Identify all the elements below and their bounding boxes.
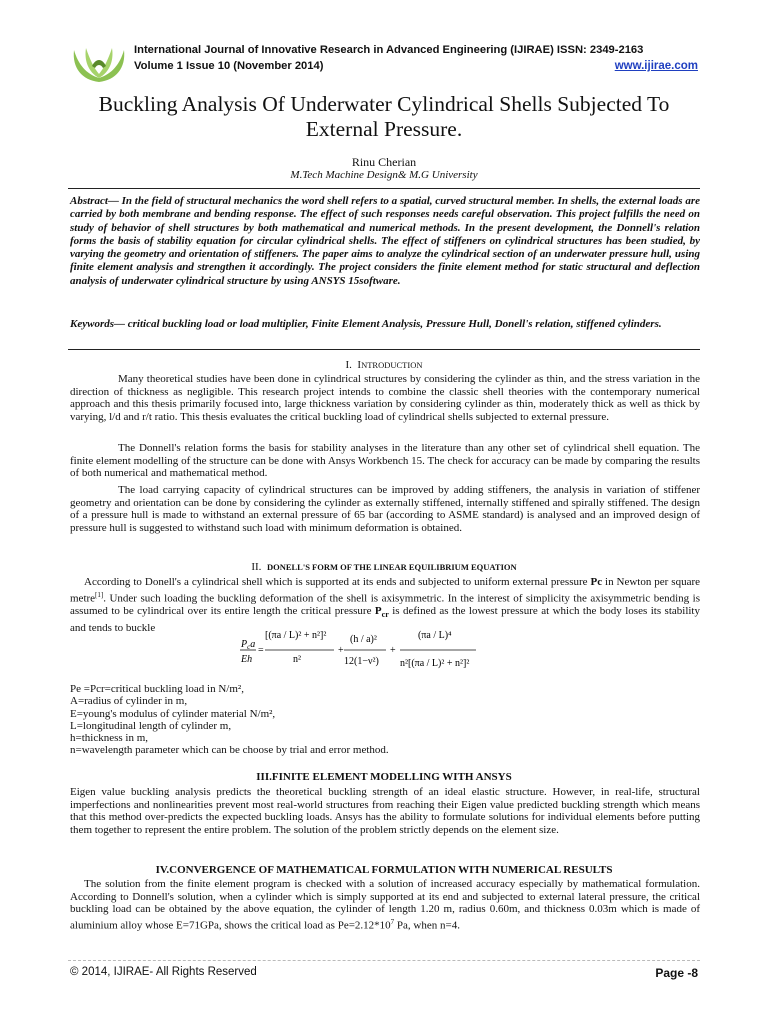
svg-text:n²: n² bbox=[293, 654, 301, 665]
svg-text:=: = bbox=[258, 645, 264, 656]
definition-item: E=young's modulus of cylinder material N/m², bbox=[70, 707, 276, 720]
section-heading-fem: III.FINITE ELEMENT MODELLING WITH ANSYS bbox=[256, 771, 512, 783]
copyright-notice: © 2014, IJIRAE- All Rights Reserved bbox=[70, 966, 257, 978]
author-affiliation: M.Tech Machine Design& M.G University bbox=[290, 169, 478, 181]
svg-text:[(πa / L)² + n²]²: [(πa / L)² + n²]² bbox=[265, 630, 327, 641]
section-heading-donell bbox=[0, 561, 768, 573]
section-heading-convergence: IV.CONVERGENCE OF MATHEMATICAL FORMULATION WITH NUMERICAL RESULTS bbox=[155, 864, 613, 876]
journal-logo bbox=[68, 38, 130, 88]
variable-definitions bbox=[70, 683, 389, 757]
intro-paragraph-2: The Donnell's relation forms the basis for stability analyses in the literature than any other set of cylindrical shell equation. The finite element modelling of the structure can be done with Ansys Workbench 15. The check for accuracy can be made by comparing the results of both numerical and mathematical method. bbox=[70, 442, 700, 480]
laurel-icon bbox=[74, 48, 125, 82]
abstract: Abstract— In the field of structural mechanics the word shell refers to a spatial, curved structural member. In shells, the external loads are carried by both membrane and bending response. The effect of such responses needs careful observation. This project fulfills the need on study of behavior of shell structures by both mathematical and numerical methods. In the present development, the Donnell's relation forms the basis of stability equation for circular cylindrical shells. The effect of stiffeners on cylindrical structures has been studied, by varying the geometry and orientation of stiffeners. The paper aims to analyze the cylindrical section of an underwater pressure hull, using finite element analysis and strengthen it accordingly. The project considers the finite element method for static structural and deflection analysis of underwater cylindrical structure by using ANSYS 15software. bbox=[70, 195, 700, 287]
intro-paragraph-1: Many theoretical studies have been done in cylindrical structures by considering the cylinder as thin, and the stress variation in the direction of thickness as negligible. This research project intends to combine the classic shell theories with the contemporary numerical approach and this thesis primarily focused into, large thickness variation by considering cylinder as thin, moderately thick as well as thick by varying, l/d and r/t ratio. This thesis evaluates the critical buckling load of cylindrical shells subjected to external pressure. bbox=[70, 373, 700, 423]
journal-issue: Volume 1 Issue 10 (November 2014) bbox=[134, 60, 324, 72]
keywords: Keywords— critical buckling load or load multiplier, Finite Element Analysis, Pressure Hull, Donell's relation, stiffened cylinders. bbox=[70, 318, 662, 330]
journal-url-link[interactable]: www.ijirae.com bbox=[614, 60, 698, 72]
donell-paragraph: According to Donell's a cylindrical shell which is supported at its ends and subjected to uniform external pressure Pc in Newton per square metre[1]. Under such loading the buckling deformation of the shell is axisymmetric. In the interest of simplicity the axisymmetric bending is assumed to be cylindrical over its entire length the critical pressure $P_{cr}$ is defined as the lowest pressure at which the body loses its stability and tends to buckle bbox=[70, 576, 700, 634]
section-title-initial: I bbox=[357, 359, 362, 371]
footer-divider bbox=[68, 960, 700, 961]
definition-item: n=wavelength parameter which can be choose by trial and error method. bbox=[70, 744, 389, 757]
paper-title: Buckling Analysis Of Underwater Cylindrical Shells Subjected To External Pressure. bbox=[98, 92, 670, 141]
convergence-paragraph: The solution from the finite element program is checked with a solution of increased accuracy especially by mathematical formulation. According to Donnell's solution, when a cylinder which is simply supported at its end and subjected to external lateral pressure, the critical buckling load can be obtained by the above equation, the cylinder of length 1.20 m, radius 0.60m, and thickness 0.03m which is made of aluminium alloy whose E=71GPa, shows the critical load as $Pe=2.12*10^7$ Pa, when n=4. bbox=[70, 878, 700, 932]
svg-text:Pca: $P_ca$ bbox=[241, 639, 256, 651]
svg-text:Eh: Eh bbox=[241, 654, 253, 665]
definition-item: h=thickness in m, bbox=[70, 732, 149, 745]
definition-item: L=longitudinal length of cylinder m, bbox=[70, 719, 232, 732]
svg-text:(πa / L)⁴: (πa / L)⁴ bbox=[418, 630, 452, 641]
definition-item: A=radius of cylinder in m, bbox=[70, 695, 188, 708]
section-number: I. bbox=[345, 359, 352, 371]
divider-top bbox=[68, 188, 700, 189]
intro-paragraph-3: The load carrying capacity of cylindrical structures can be improved by adding stiffeners, the analysis in variation of stiffener geometry and orientation can be done by considering the cylinder as externally stiffened, internally stiffened and spirally stiffened. The design of a pressure hull is made to withstand an external pressure of 65 bar (according to ASME standard) is analysed and an improved design of pressure hull is suggested to withstand such load with minimum deformation is obtained. bbox=[70, 484, 700, 534]
svg-text:+: + bbox=[338, 645, 344, 656]
divider-bottom bbox=[68, 349, 700, 350]
section-title: DONELL'S FORM OF THE LINEAR EQUILIBRIUM EQUATION bbox=[266, 562, 517, 572]
donell-equation bbox=[238, 620, 478, 680]
section-heading-introduction bbox=[0, 359, 768, 371]
author-name: Rinu Cherian bbox=[351, 155, 417, 169]
page-number: Page -8 bbox=[655, 966, 698, 980]
svg-text:12(1−ν²): 12(1−ν²) bbox=[344, 656, 379, 667]
svg-text:(h / a)²: (h / a)² bbox=[350, 634, 377, 645]
definition-item: Pe =Pcr=critical buckling load in N/m², bbox=[70, 683, 244, 695]
journal-name: International Journal of Innovative Research in Advanced Engineering (IJIRAE) ISSN: 2349-2163 bbox=[134, 44, 644, 56]
svg-text:n²[(πa / L)² + n²]²: n²[(πa / L)² + n²]² bbox=[400, 658, 470, 669]
section-title-rest: NTRODUCTION bbox=[361, 360, 423, 370]
section-number: II. bbox=[251, 561, 262, 573]
svg-text:+: + bbox=[390, 645, 396, 656]
fem-paragraph: Eigen value buckling analysis predicts the theoretical buckling strength of an ideal elastic structure. However, in real-life, structural imperfections and nonlinearities prevent most real-world structures from reaching their Eigen value predicted buckling strength which means that this method over-predicts the expected buckling loads. Ansys has the ability to formulate solutions for individual elements before putting them together to represent the entire problem. The solution of the problem strictly depends on the element size. bbox=[70, 786, 700, 836]
